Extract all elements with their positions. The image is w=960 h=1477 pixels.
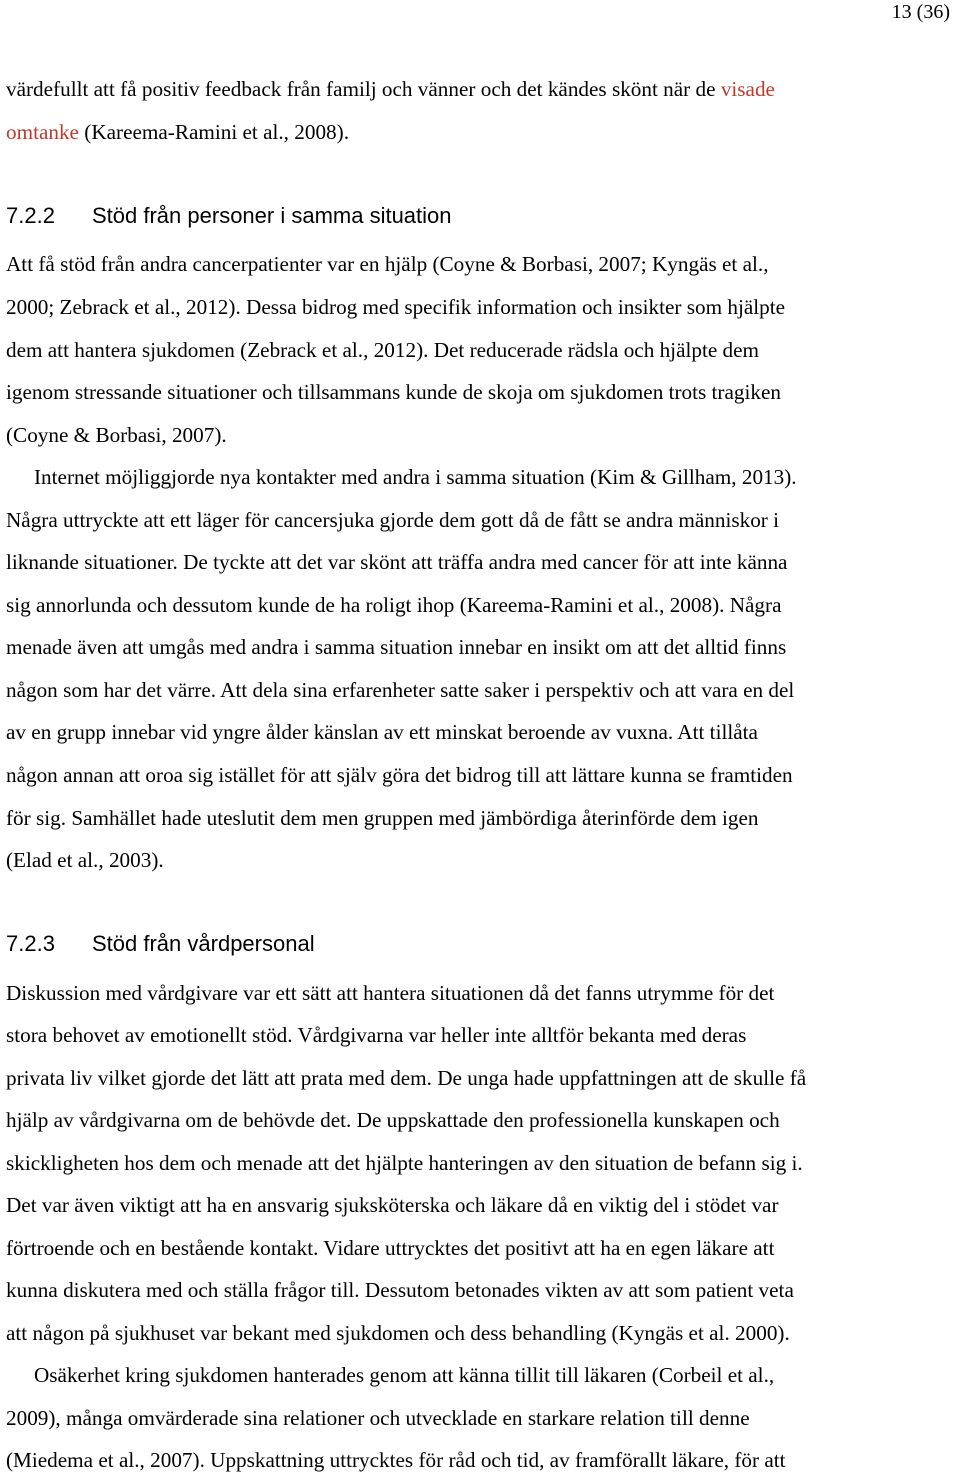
text-line [6,117,349,147]
text-line: liknande situationer. De tyckte att det var skönt att träffa andra med cancer för att inte känna [6,550,788,574]
text-line: Osäkerhet kring sjukdomen hanterades genom att känna tillit till läkaren (Corbeil et al., [34,1363,775,1387]
section-number: 7.2.2 [6,203,55,228]
text-run: (Kareema-Ramini et al., 2008). [78,120,350,144]
text-line: 2009), många omvärderade sina relationer och utvecklade en starkare relation till denne [6,1406,750,1430]
text-line: (Elad et al., 2003). [6,848,164,872]
text-line: Några uttryckte att ett läger för cancersjuka gjorde dem gott då de fått se andra människor i [6,508,780,532]
text-line: igenom stressande situationer och tillsammans kunde de skoja om sjukdomen trots tragiken [6,380,781,404]
page-number: 13 (36) [891,1,950,23]
text-line: för sig. Samhället hade uteslutit dem men gruppen med jämbördiga återinförde dem igen [6,806,759,830]
highlighted-word: omtanke [6,120,79,144]
text-line: (Coyne & Borbasi, 2007). [6,423,227,447]
text-line: någon som har det värre. Att dela sina erfarenheter satte saker i perspektiv och att vara en del [6,678,795,702]
text-line: dem att hantera sjukdomen (Zebrack et al., 2012). Det reducerade rädsla och hjälpte dem [6,338,760,362]
text-line: någon annan att oroa sig istället för att själv göra det bidrog till att lättare kunna se framtiden [6,763,793,787]
text-line: förtroende och en bestående kontakt. Vidare uttrycktes det positivt att ha en egen läkare att [6,1236,775,1260]
text-line: av en grupp innebar vid yngre ålder känslan av ett minskat beroende av vuxna. Att tillåta [6,720,758,744]
section-heading [6,929,315,959]
section-number: 7.2.3 [6,931,55,956]
text-line: skickligheten hos dem och menade att det hjälpte hanteringen av den situation de befann sig i. [6,1151,803,1175]
section-title: Stöd från personer i samma situation [92,203,452,228]
section-heading [6,201,452,231]
highlighted-word: visade [720,77,775,101]
text-line: Det var även viktigt att ha en ansvarig sjuksköterska och läkare då en viktig del i stödet var [6,1193,779,1217]
text-line: hjälp av vårdgivarna om de behövde det. De uppskattade den professionella kunskapen och [6,1108,780,1132]
text-line: stora behovet av emotionellt stöd. Vårdgivarna var heller inte alltför bekanta med deras [6,1023,747,1047]
text-line: sig annorlunda och dessutom kunde de ha roligt ihop (Kareema-Ramini et al., 2008). Några [6,593,782,617]
text-line: 2000; Zebrack et al., 2012). Dessa bidrog med specifik information och insikter som hjälpte [6,295,786,319]
section-title: Stöd från vårdpersonal [92,931,315,956]
text-line: att någon på sjukhuset var bekant med sjukdomen och dess behandling (Kyngäs et al. 2000). [6,1321,790,1345]
text-line [6,74,775,104]
text-line: kunna diskutera med och ställa frågor till. Dessutom betonades vikten av att som patient veta [6,1278,794,1302]
text-line: (Miedema et al., 2007). Uppskattning uttrycktes för råd och tid, av framförallt läkare, för att [6,1448,786,1472]
text-line: menade även att umgås med andra i samma situation innebar en insikt om att det alltid finns [6,635,787,659]
text-line: privata liv vilket gjorde det lätt att prata med dem. De unga hade uppfattningen att de skulle få [6,1066,807,1090]
text-line: Diskussion med vårdgivare var ett sätt att hantera situationen då det fanns utrymme för det [6,981,775,1005]
text-run: värdefullt att få positiv feedback från familj och vänner och det kändes skönt när de [6,77,721,101]
text-line: Att få stöd från andra cancerpatienter var en hjälp (Coyne & Borbasi, 2007; Kyngäs et al., [6,252,769,276]
text-line: Internet möjliggjorde nya kontakter med andra i samma situation (Kim & Gillham, 2013). [34,465,797,489]
